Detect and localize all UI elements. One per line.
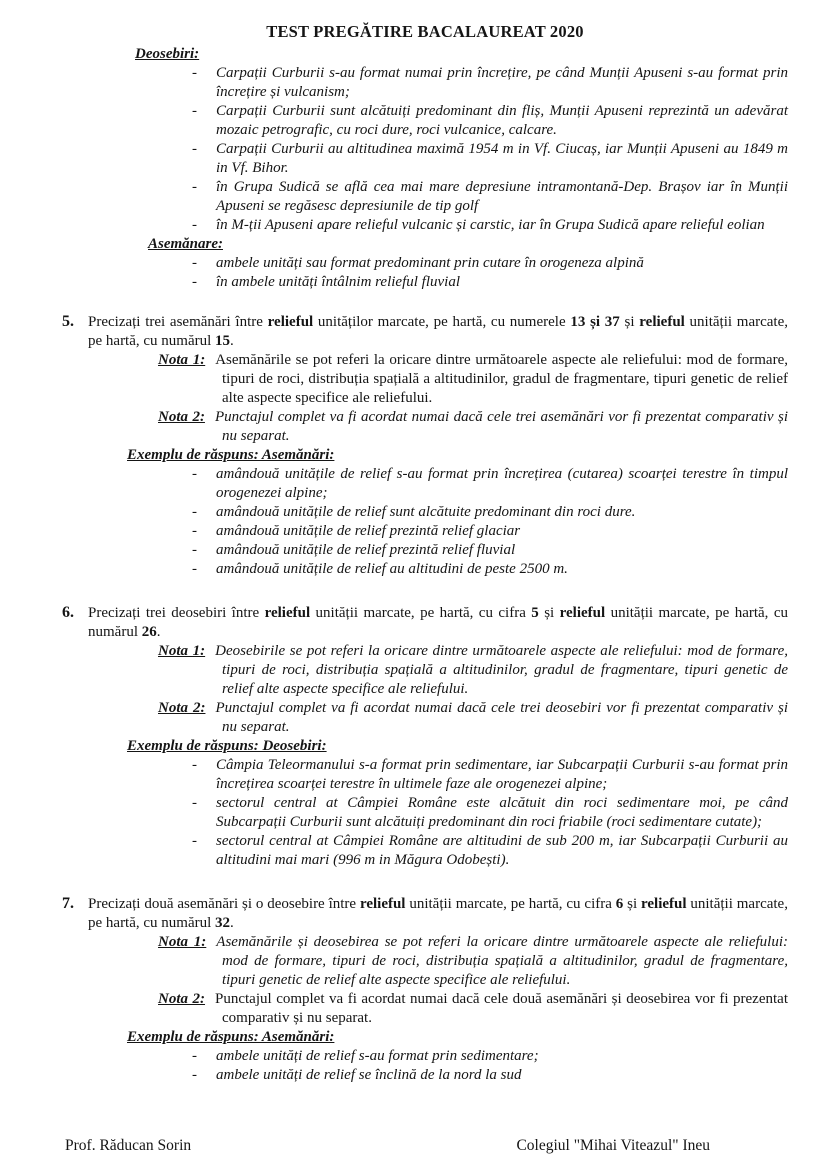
bold-run: 32 [215,915,231,931]
question-7 [0,894,828,1085]
heading-text: Deosebiri: [135,46,200,62]
list-item-text: ambele unități sau format predominant prin cutare în orogeneza alpină [216,255,644,271]
text-run: . [230,915,234,931]
question-5-list [0,465,828,579]
nota-1 [158,642,788,699]
list-item [188,756,788,794]
list-item-text: Carpații Curburii au altitudinea maximă 1954 m in Vf. Ciucaș, iar Munții Apuseni au 1849 m in Vf. Bihor. [216,141,788,176]
question-5-text [62,312,788,351]
list-item-text: amândouă unitățile de relief s-au format prin încrețirea (cutarea) scoarței terestre în timpul orogenezei alpine; [216,466,788,501]
bold-run: 5 [531,605,539,621]
bullet-dash: - [192,141,197,157]
bold-run: 6 [615,896,624,912]
nota-text: Punctajul complet va fi acordat numai dacă cele trei deosebiri vor fi prezentat comparativ și nu separat. [215,700,788,735]
nota-2 [158,699,788,737]
bullet-dash: - [192,523,197,539]
asemanare-list [0,254,828,292]
list-item-text: ambele unități de relief s-au format prin sedimentare; [216,1048,539,1064]
nota-2 [158,408,788,446]
list-item [188,64,788,102]
list-item [188,216,788,235]
text-run: Precizați trei asemănări între [88,314,268,330]
list-item-text: amândouă unitățile de relief prezintă relief glaciar [216,523,521,539]
bullet-dash: - [192,217,197,233]
list-item-text: în M-ții Apuseni apare relieful vulcanic și carstic, iar în Grupa Sudică apare relieful eolian [216,217,765,233]
nota-label: Nota 1: [158,934,207,950]
nota-label: Nota 1: [158,352,206,368]
question-6-list [0,756,828,870]
bullet-dash: - [192,179,197,195]
bullet-dash: - [192,561,197,577]
heading-text: Exemplu de răspuns: Deosebiri: [127,738,327,754]
nota-text: Punctajul complet va fi acordat numai dacă cele două asemănări și deosebirea vor fi prezentat comparativ și nu separat. [215,991,788,1026]
bullet-dash: - [192,1067,197,1083]
bullet-dash: - [192,504,197,520]
list-item [188,794,788,832]
bold-run: relieful [264,605,311,621]
section-heading-asemanare [148,235,828,254]
bold-run: relieful [639,314,685,330]
nota-text: Asemănările se pot referi la oricare dintre următoarele aspecte ale reliefului: mod de formare, tipuri de roci, distribuția spațială a altitudinilor, gradul de fragmentare, tipuri genetic de relief alte aspecte specifice ale reliefului. [215,352,788,406]
bullet-dash: - [192,466,197,482]
exemplu-heading [127,737,828,756]
text-run: unității marcate, pe hartă, cu numărul [88,605,788,640]
list-item-text: ambele unități de relief se înclină de la nord la sud [216,1067,522,1083]
nota-2 [158,990,788,1028]
bullet-dash: - [192,795,197,811]
bullet-dash: - [192,103,197,119]
text-run: unității marcate, pe hartă, cu numărul [88,314,788,349]
bullet-dash: - [192,65,197,81]
list-item [188,832,788,870]
text-run: și [623,896,641,912]
text-run: și [619,314,640,330]
list-item-text: în Grupa Sudică se află cea mai mare depresiune intramontană-Dep. Brașov iar în Munții Apuseni se regăsesc depresiunile de tip golf [216,179,788,214]
bold-run: relieful [640,896,687,912]
list-item-text: amândouă unitățile de relief sunt alcătuite predominant din roci dure. [216,504,636,520]
list-item-text: sectorul central at Câmpiei Române este alcătuit din roci sedimentare moi, pe când Subcarpații Curburii sunt alcătuiți predominant din roci friabile (roci sedimentare cutate); [216,795,788,830]
question-number: 5. [62,313,74,330]
heading-text: Exemplu de răspuns: Asemănări: [127,447,335,463]
nota-text: Deosebirile se pot referi la oricare dintre următoarele aspecte ale reliefului: mod de formare, tipuri de roci, distribuția spațială a altitudinilor, gradul de fragmentare, tipuri genetic de relief alte aspecte specifice ale reliefului. [215,643,788,697]
heading-text: Exemplu de răspuns: Asemănări: [127,1029,335,1045]
heading-text: Asemănare: [148,236,223,252]
bullet-dash: - [192,542,197,558]
question-number: 7. [62,895,74,912]
text-run: Precizați trei deosebiri între [88,605,265,621]
bold-run: relieful [267,314,314,330]
text-run: unităților marcate, pe hartă, cu numerele [313,314,571,330]
list-item [188,140,788,178]
list-item-text: sectorul central at Câmpiei Române are altitudini de sub 200 m, iar Subcarpații Curburii au altitudini mai mari (996 m in Măgura Odobești). [216,833,788,868]
bold-run: relieful [559,605,606,621]
deosebiri-list [0,64,828,235]
text-run: unității marcate, pe hartă, cu cifra [405,896,616,912]
list-item [188,522,788,541]
page-title: TEST PREGĂTIRE BACALAUREAT 2020 [266,22,584,41]
list-item-text: Carpații Curburii s-au format numai prin încrețire, pe când Munții Apuseni s-au format prin încrețire și vulcanism; [216,65,788,100]
bullet-dash: - [192,757,197,773]
question-number: 6. [62,604,74,621]
list-item [188,465,788,503]
text-run: unității marcate, pe hartă, cu numărul [88,896,788,931]
bullet-dash: - [192,1048,197,1064]
footer-school: Colegiul "Mihai Viteazul" Ineu [516,1137,710,1154]
bold-run: 26 [141,624,157,640]
list-item [188,560,788,579]
list-item [188,541,788,560]
bullet-dash: - [192,833,197,849]
nota-label: Nota 2: [158,700,206,716]
list-item [188,254,788,273]
question-6-text [62,603,788,642]
section-heading-deosebiri [135,45,828,64]
nota-label: Nota 2: [158,409,205,425]
nota-1 [158,351,788,408]
exemplu-heading [127,1028,828,1047]
list-item-text: amândouă unitățile de relief prezintă relief fluvial [216,542,516,558]
question-6 [0,603,828,870]
question-7-list [0,1047,828,1085]
nota-text: Asemănările și deosebirea se pot referi la oricare dintre următoarele aspecte ale reliefului: mod de formare, tipuri de roci, distribuția spațială a altitudinilor, gradul de fragmentare, tipuri genetic de relief alte aspecte specifice ale reliefului. [216,934,789,988]
list-item [188,102,788,140]
list-item-text: Câmpia Teleormanului s-a format prin sedimentare, iar Subcarpații Curburii s-au format prin încrețirea scoarței terestre în ultimele faze ale orogenezei alpine; [216,757,788,792]
list-item-text: Carpații Curburii sunt alcătuiți predominant din fliș, Munții Apuseni reprezintă un adevărat mozaic petrografic, cu roci dure, roci vulcanice, calcare. [216,103,788,138]
bold-run: 15 [215,333,231,349]
nota-text: Punctajul complet va fi acordat numai dacă cele trei asemănări vor fi prezentat comparativ și nu separat. [214,409,789,444]
text-run: . [230,333,234,349]
list-item [188,503,788,522]
question-5 [0,312,828,579]
nota-label: Nota 1: [158,643,206,659]
bold-run: 13 și 37 [570,314,620,330]
list-item [188,273,788,292]
nota-label: Nota 2: [158,991,206,1007]
text-run: unității marcate, pe hartă, cu cifra [310,605,532,621]
text-run: . [156,624,161,640]
bullet-dash: - [192,255,197,271]
exemplu-heading [127,446,828,465]
bold-run: relieful [359,896,406,912]
text-run: Precizați două asemănări și o deosebire între [88,896,360,912]
list-item [188,1047,788,1066]
nota-1 [158,933,788,990]
question-7-text [62,894,788,933]
list-item-text: amândouă unitățile de relief au altitudini de peste 2500 m. [216,561,568,577]
bullet-dash: - [192,274,197,290]
footer-author: Prof. Răducan Sorin [65,1137,192,1154]
page-footer [65,1136,710,1155]
list-item [188,178,788,216]
list-item-text: în ambele unități întâlnim relieful fluvial [216,274,460,290]
list-item [188,1066,788,1085]
text-run: și [538,605,560,621]
